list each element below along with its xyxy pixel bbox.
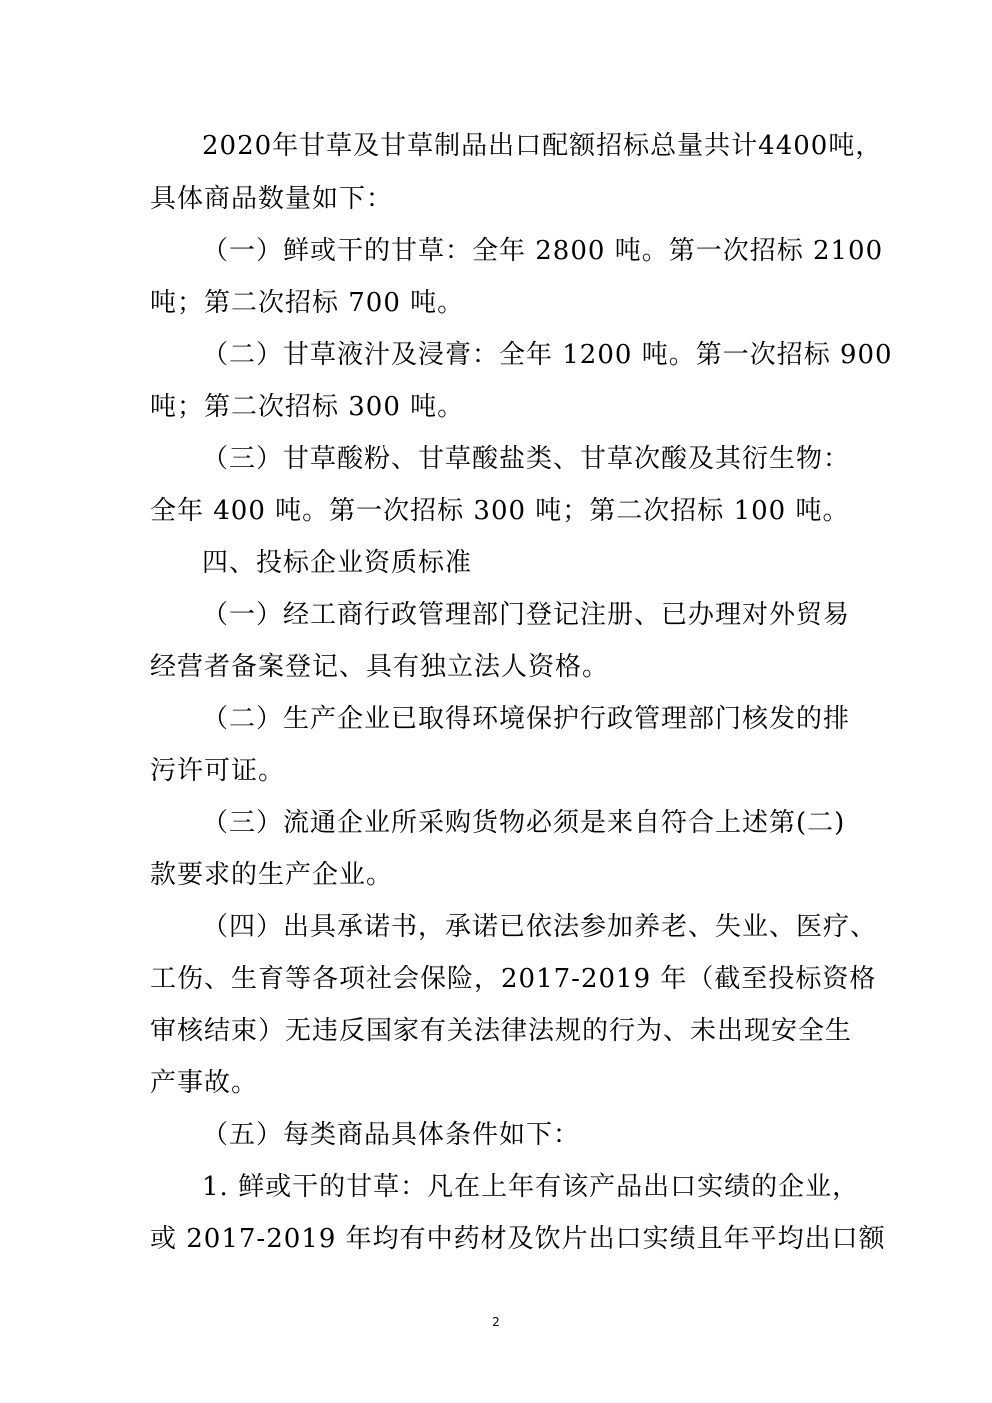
paragraph-line: （一）鲜或干的甘草：全年 2800 吨。第一次招标 2100 xyxy=(202,236,884,266)
paragraph-line: 2020年甘草及甘草制品出口配额招标总量共计4400吨， xyxy=(202,131,883,161)
paragraph-line: 经营者备案登记、具有独立法人资格。 xyxy=(150,652,610,682)
paragraph-line: 1. 鲜或干的甘草：凡在上年有该产品出口实绩的企业， xyxy=(202,1172,860,1202)
paragraph-line: 吨；第二次招标 700 吨。 xyxy=(150,288,465,318)
section-heading: 四、投标企业资质标准 xyxy=(202,548,473,578)
page-number: 2 xyxy=(492,1315,500,1329)
paragraph-line: （五）每类商品具体条件如下： xyxy=(202,1120,581,1150)
paragraph-line: （二）生产企业已取得环境保护行政管理部门核发的排 xyxy=(202,704,851,734)
paragraph-line: 吨；第二次招标 300 吨。 xyxy=(150,392,465,422)
paragraph-line: 污许可证。 xyxy=(150,756,286,786)
paragraph-line: 审核结束）无违反国家有关法律法规的行为、未出现安全生 xyxy=(150,1016,853,1046)
paragraph-line: （三）流通企业所采购货物必须是来自符合上述第(二) xyxy=(202,808,846,838)
paragraph-line: 全年 400 吨。第一次招标 300 吨；第二次招标 100 吨。 xyxy=(150,496,850,526)
paragraph-line: 或 2017-2019 年均有中药材及饮片出口实绩且年平均出口额 xyxy=(150,1224,886,1254)
paragraph-line: 款要求的生产企业。 xyxy=(150,860,394,890)
paragraph-line: （三）甘草酸粉、甘草酸盐类、甘草次酸及其衍生物： xyxy=(202,444,851,474)
paragraph-line: 工伤、生育等各项社会保险，2017-2019 年（截至投标资格 xyxy=(150,964,877,994)
paragraph-line: （一）经工商行政管理部门登记注册、已办理对外贸易 xyxy=(202,600,851,630)
paragraph-line: （二）甘草液汁及浸膏：全年 1200 吨。第一次招标 900 xyxy=(202,340,893,370)
paragraph-line: 产事故。 xyxy=(150,1068,259,1098)
paragraph-line: 具体商品数量如下： xyxy=(150,184,394,214)
paragraph-line: （四）出具承诺书，承诺已依法参加养老、失业、医疗、 xyxy=(202,912,878,942)
